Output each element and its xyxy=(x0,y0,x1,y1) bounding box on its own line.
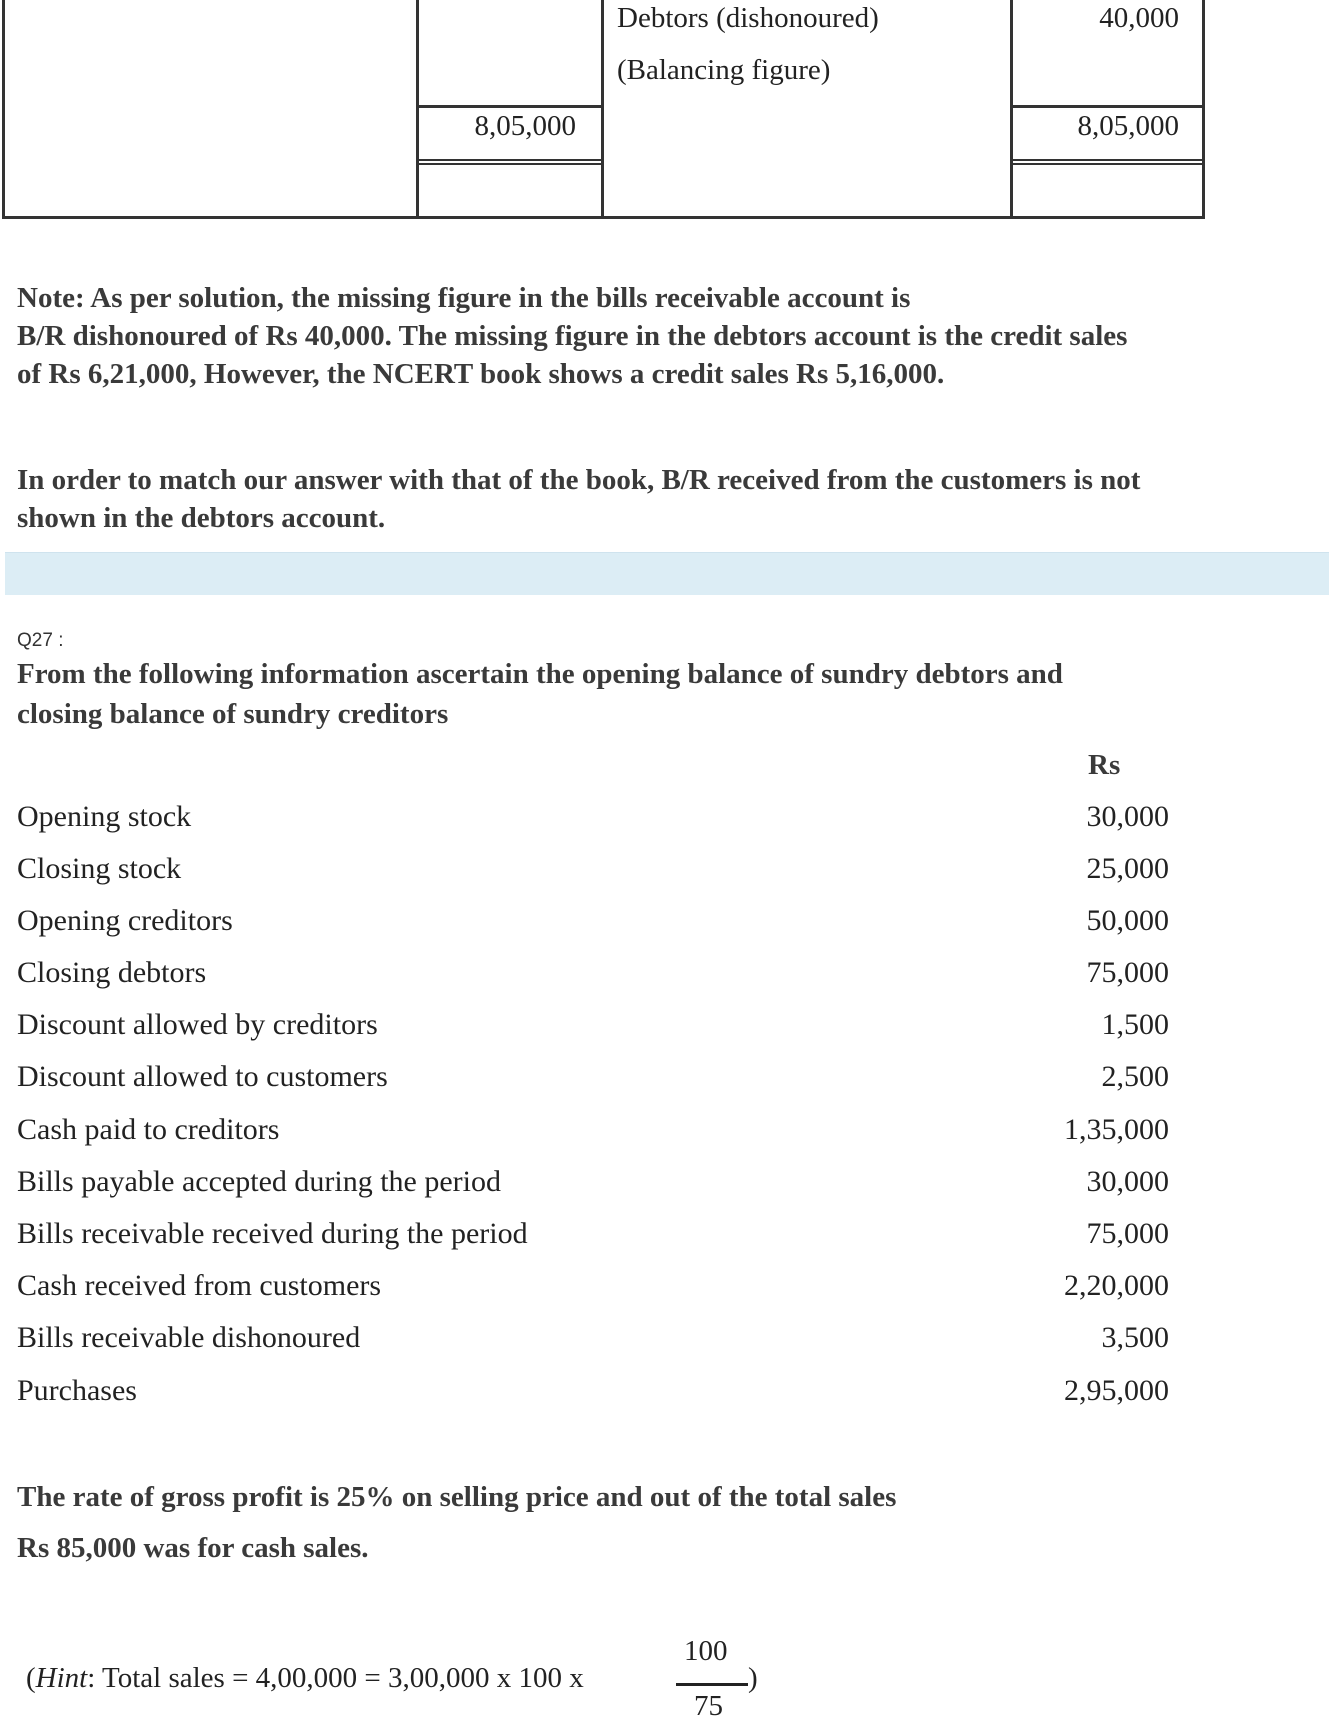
total-line xyxy=(1010,105,1205,108)
hint-open: ( xyxy=(26,1662,36,1694)
item-label: Cash received from customers xyxy=(17,1269,382,1302)
item-amount: 75,000 xyxy=(1086,956,1169,989)
item-amount: 2,500 xyxy=(1101,1060,1169,1093)
rate-text: Rs 85,000 was for cash sales. xyxy=(17,1532,369,1564)
table-divider xyxy=(1010,0,1013,219)
list-item xyxy=(17,1374,1169,1426)
question-number: Q27 : xyxy=(17,630,64,651)
fraction-numerator: 100 xyxy=(684,1635,728,1667)
debit-total: 8,05,000 xyxy=(474,110,576,142)
list-item xyxy=(17,904,1169,956)
item-label: Opening creditors xyxy=(17,904,233,937)
table-border-right xyxy=(1202,0,1205,219)
list-item xyxy=(17,852,1169,904)
list-item xyxy=(17,1113,1169,1165)
credit-particular: Debtors (dishonoured) xyxy=(617,2,879,34)
list-item xyxy=(17,1217,1169,1269)
note-line: B/R dishonoured of Rs 40,000. The missing figure in the debtors account is the credit sales xyxy=(17,320,1128,352)
list-item xyxy=(17,1321,1169,1373)
list-item xyxy=(17,1008,1169,1060)
currency-header: Rs xyxy=(1088,749,1121,781)
hint-body: : Total sales = 4,00,000 = 3,00,000 x 100 x xyxy=(87,1662,584,1694)
list-item xyxy=(17,800,1169,852)
item-amount: 3,500 xyxy=(1101,1321,1169,1354)
credit-total: 8,05,000 xyxy=(1077,110,1179,142)
question-text: From the following information ascertain the opening balance of sundry debtors and xyxy=(17,658,1063,690)
item-amount: 50,000 xyxy=(1086,904,1169,937)
note-line: of Rs 6,21,000, However, the NCERT book shows a credit sales Rs 5,16,000. xyxy=(17,358,945,390)
fraction-denominator: 75 xyxy=(694,1690,723,1722)
item-amount: 25,000 xyxy=(1086,852,1169,885)
item-amount: 2,20,000 xyxy=(1064,1269,1169,1302)
item-label: Purchases xyxy=(17,1374,137,1407)
item-label: Discount allowed by creditors xyxy=(17,1008,378,1041)
item-amount: 30,000 xyxy=(1086,800,1169,833)
item-amount: 30,000 xyxy=(1086,1165,1169,1198)
item-label: Bills payable accepted during the period xyxy=(17,1165,501,1198)
double-line xyxy=(1010,163,1205,165)
item-label: Opening stock xyxy=(17,800,192,833)
item-amount: 1,500 xyxy=(1101,1008,1169,1041)
hint-close: ) xyxy=(748,1662,758,1694)
hint-label: Hint xyxy=(35,1662,88,1694)
item-label: Cash paid to creditors xyxy=(17,1113,280,1146)
rate-text: The rate of gross profit is 25% on selling price and out of the total sales xyxy=(17,1481,897,1513)
item-label: Closing debtors xyxy=(17,956,207,989)
item-label: Bills receivable dishonoured xyxy=(17,1321,361,1354)
item-label: Closing stock xyxy=(17,852,182,885)
item-amount: 2,95,000 xyxy=(1064,1374,1169,1407)
item-amount: 75,000 xyxy=(1086,1217,1169,1250)
double-line xyxy=(1010,159,1205,161)
note-line: Note: As per solution, the missing figure in the bills receivable account is xyxy=(17,282,911,314)
note-para2: shown in the debtors account. xyxy=(17,502,386,534)
table-divider xyxy=(416,0,419,219)
fraction-bar xyxy=(676,1683,748,1686)
list-item xyxy=(17,956,1169,1008)
item-amount: 1,35,000 xyxy=(1064,1113,1169,1146)
table-divider xyxy=(601,0,604,219)
note-para2: In order to match our answer with that of the book, B/R received from the customers is not xyxy=(17,464,1141,496)
credit-particular: (Balancing figure) xyxy=(617,54,831,86)
double-line xyxy=(416,163,604,165)
list-item xyxy=(17,1269,1169,1321)
list-item xyxy=(17,1060,1169,1112)
double-line xyxy=(416,159,604,161)
total-line xyxy=(416,105,604,108)
item-label: Bills receivable received during the period xyxy=(17,1217,528,1250)
list-item xyxy=(17,1165,1169,1217)
credit-amount: 40,000 xyxy=(1099,2,1179,34)
question-text: closing balance of sundry creditors xyxy=(17,698,449,730)
hint xyxy=(26,1662,584,1695)
table-border-left xyxy=(2,0,5,219)
section-separator-band xyxy=(5,552,1329,595)
item-label: Discount allowed to customers xyxy=(17,1060,388,1093)
table-bottom-border xyxy=(2,216,1205,219)
